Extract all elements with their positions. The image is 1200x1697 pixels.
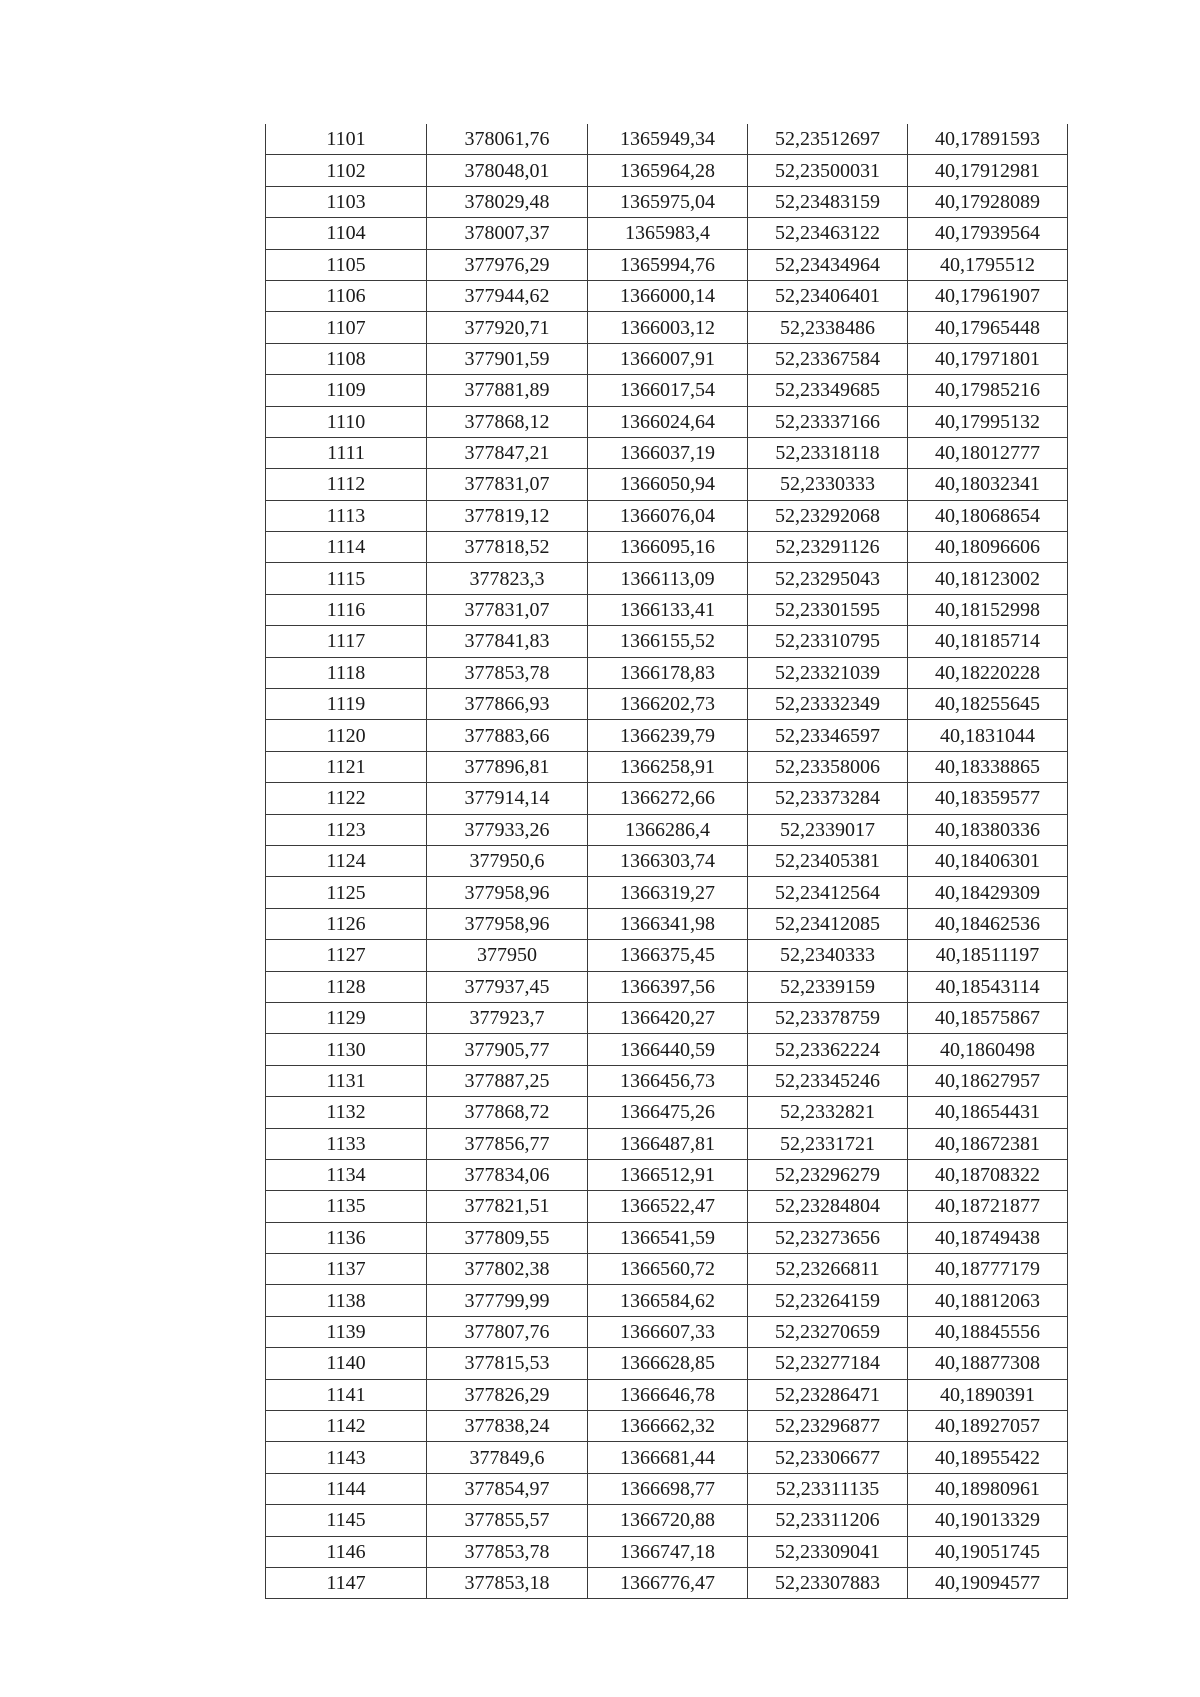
table-row	[266, 406, 1068, 437]
coordinates-table	[265, 124, 1068, 1599]
table-row	[266, 877, 1068, 908]
latitude-cell: 52,23284804	[748, 1191, 908, 1222]
table-row	[266, 1348, 1068, 1379]
table-row	[266, 1536, 1068, 1567]
table-row	[266, 940, 1068, 971]
table-row	[266, 375, 1068, 406]
x-coordinate-cell: 377815,53	[427, 1348, 588, 1379]
table-row	[266, 814, 1068, 845]
point-number-cell: 1140	[266, 1348, 427, 1379]
longitude-cell: 40,18255645	[908, 689, 1068, 720]
table-row	[266, 343, 1068, 374]
y-coordinate-cell: 1366456,73	[588, 1065, 748, 1096]
x-coordinate-cell: 377914,14	[427, 783, 588, 814]
latitude-cell: 52,23373284	[748, 783, 908, 814]
longitude-cell: 40,17891593	[908, 124, 1068, 155]
point-number-cell: 1116	[266, 594, 427, 625]
y-coordinate-cell: 1366076,04	[588, 500, 748, 531]
y-coordinate-cell: 1366541,59	[588, 1222, 748, 1253]
latitude-cell: 52,23378759	[748, 1002, 908, 1033]
latitude-cell: 52,23346597	[748, 720, 908, 751]
table-row	[266, 563, 1068, 594]
y-coordinate-cell: 1366720,88	[588, 1505, 748, 1536]
longitude-cell: 40,18777179	[908, 1254, 1068, 1285]
latitude-cell: 52,23412564	[748, 877, 908, 908]
longitude-cell: 40,1890391	[908, 1379, 1068, 1410]
y-coordinate-cell: 1366662,32	[588, 1411, 748, 1442]
y-coordinate-cell: 1366698,77	[588, 1473, 748, 1504]
longitude-cell: 40,17912981	[908, 155, 1068, 186]
longitude-cell: 40,18812063	[908, 1285, 1068, 1316]
point-number-cell: 1126	[266, 908, 427, 939]
longitude-cell: 40,18152998	[908, 594, 1068, 625]
point-number-cell: 1102	[266, 155, 427, 186]
table-row	[266, 532, 1068, 563]
x-coordinate-cell: 377950	[427, 940, 588, 971]
table-row	[266, 1567, 1068, 1598]
longitude-cell: 40,18338865	[908, 751, 1068, 782]
latitude-cell: 52,23277184	[748, 1348, 908, 1379]
y-coordinate-cell: 1366681,44	[588, 1442, 748, 1473]
x-coordinate-cell: 377950,6	[427, 845, 588, 876]
latitude-cell: 52,23307883	[748, 1567, 908, 1598]
point-number-cell: 1119	[266, 689, 427, 720]
latitude-cell: 52,23266811	[748, 1254, 908, 1285]
x-coordinate-cell: 377958,96	[427, 908, 588, 939]
x-coordinate-cell: 377799,99	[427, 1285, 588, 1316]
latitude-cell: 52,23337166	[748, 406, 908, 437]
table-row	[266, 312, 1068, 343]
x-coordinate-cell: 377853,78	[427, 1536, 588, 1567]
table-row	[266, 689, 1068, 720]
x-coordinate-cell: 377958,96	[427, 877, 588, 908]
x-coordinate-cell: 378007,37	[427, 218, 588, 249]
latitude-cell: 52,23270659	[748, 1316, 908, 1347]
point-number-cell: 1133	[266, 1128, 427, 1159]
table-row	[266, 1034, 1068, 1065]
x-coordinate-cell: 377819,12	[427, 500, 588, 531]
latitude-cell: 52,23291126	[748, 532, 908, 563]
latitude-cell: 52,23273656	[748, 1222, 908, 1253]
longitude-cell: 40,18543114	[908, 971, 1068, 1002]
latitude-cell: 52,23286471	[748, 1379, 908, 1410]
longitude-cell: 40,18927057	[908, 1411, 1068, 1442]
point-number-cell: 1107	[266, 312, 427, 343]
table-row	[266, 1159, 1068, 1190]
point-number-cell: 1101	[266, 124, 427, 155]
point-number-cell: 1122	[266, 783, 427, 814]
table-row	[266, 751, 1068, 782]
point-number-cell: 1104	[266, 218, 427, 249]
table-row	[266, 971, 1068, 1002]
longitude-cell: 40,18462536	[908, 908, 1068, 939]
table-row	[266, 1254, 1068, 1285]
longitude-cell: 40,17995132	[908, 406, 1068, 437]
table-row	[266, 469, 1068, 500]
point-number-cell: 1114	[266, 532, 427, 563]
point-number-cell: 1141	[266, 1379, 427, 1410]
y-coordinate-cell: 1366007,91	[588, 343, 748, 374]
point-number-cell: 1130	[266, 1034, 427, 1065]
latitude-cell: 52,23345246	[748, 1065, 908, 1096]
point-number-cell: 1143	[266, 1442, 427, 1473]
table-row	[266, 249, 1068, 280]
point-number-cell: 1137	[266, 1254, 427, 1285]
y-coordinate-cell: 1366512,91	[588, 1159, 748, 1190]
latitude-cell: 52,23292068	[748, 500, 908, 531]
longitude-cell: 40,17939564	[908, 218, 1068, 249]
x-coordinate-cell: 377933,26	[427, 814, 588, 845]
longitude-cell: 40,18068654	[908, 500, 1068, 531]
x-coordinate-cell: 377881,89	[427, 375, 588, 406]
point-number-cell: 1134	[266, 1159, 427, 1190]
longitude-cell: 40,18672381	[908, 1128, 1068, 1159]
latitude-cell: 52,23406401	[748, 280, 908, 311]
longitude-cell: 40,18380336	[908, 814, 1068, 845]
table-row	[266, 1411, 1068, 1442]
y-coordinate-cell: 1366095,16	[588, 532, 748, 563]
table-row	[266, 1222, 1068, 1253]
y-coordinate-cell: 1366202,73	[588, 689, 748, 720]
y-coordinate-cell: 1366475,26	[588, 1097, 748, 1128]
x-coordinate-cell: 377853,18	[427, 1567, 588, 1598]
table-row	[266, 783, 1068, 814]
y-coordinate-cell: 1366776,47	[588, 1567, 748, 1598]
x-coordinate-cell: 377901,59	[427, 343, 588, 374]
coordinates-table-body	[266, 124, 1068, 1599]
table-row	[266, 218, 1068, 249]
y-coordinate-cell: 1366584,62	[588, 1285, 748, 1316]
table-row	[266, 186, 1068, 217]
longitude-cell: 40,18220228	[908, 657, 1068, 688]
x-coordinate-cell: 377976,29	[427, 249, 588, 280]
y-coordinate-cell: 1366341,98	[588, 908, 748, 939]
point-number-cell: 1120	[266, 720, 427, 751]
longitude-cell: 40,19051745	[908, 1536, 1068, 1567]
latitude-cell: 52,23405381	[748, 845, 908, 876]
latitude-cell: 52,23311135	[748, 1473, 908, 1504]
latitude-cell: 52,23500031	[748, 155, 908, 186]
x-coordinate-cell: 377823,3	[427, 563, 588, 594]
y-coordinate-cell: 1366628,85	[588, 1348, 748, 1379]
longitude-cell: 40,18877308	[908, 1348, 1068, 1379]
table-row	[266, 626, 1068, 657]
latitude-cell: 52,23296279	[748, 1159, 908, 1190]
longitude-cell: 40,18359577	[908, 783, 1068, 814]
latitude-cell: 52,23310795	[748, 626, 908, 657]
y-coordinate-cell: 1366003,12	[588, 312, 748, 343]
latitude-cell: 52,23311206	[748, 1505, 908, 1536]
latitude-cell: 52,2339159	[748, 971, 908, 1002]
y-coordinate-cell: 1366024,64	[588, 406, 748, 437]
y-coordinate-cell: 1366397,56	[588, 971, 748, 1002]
longitude-cell: 40,1860498	[908, 1034, 1068, 1065]
point-number-cell: 1139	[266, 1316, 427, 1347]
latitude-cell: 52,23367584	[748, 343, 908, 374]
point-number-cell: 1136	[266, 1222, 427, 1253]
x-coordinate-cell: 377847,21	[427, 437, 588, 468]
latitude-cell: 52,23321039	[748, 657, 908, 688]
longitude-cell: 40,17961907	[908, 280, 1068, 311]
x-coordinate-cell: 377809,55	[427, 1222, 588, 1253]
longitude-cell: 40,18032341	[908, 469, 1068, 500]
longitude-cell: 40,18123002	[908, 563, 1068, 594]
point-number-cell: 1121	[266, 751, 427, 782]
point-number-cell: 1128	[266, 971, 427, 1002]
longitude-cell: 40,18721877	[908, 1191, 1068, 1222]
table-row	[266, 1002, 1068, 1033]
y-coordinate-cell: 1366560,72	[588, 1254, 748, 1285]
y-coordinate-cell: 1366420,27	[588, 1002, 748, 1033]
point-number-cell: 1105	[266, 249, 427, 280]
latitude-cell: 52,23264159	[748, 1285, 908, 1316]
point-number-cell: 1125	[266, 877, 427, 908]
longitude-cell: 40,17928089	[908, 186, 1068, 217]
point-number-cell: 1113	[266, 500, 427, 531]
table-row	[266, 1065, 1068, 1096]
longitude-cell: 40,18654431	[908, 1097, 1068, 1128]
x-coordinate-cell: 377853,78	[427, 657, 588, 688]
y-coordinate-cell: 1366239,79	[588, 720, 748, 751]
longitude-cell: 40,18627957	[908, 1065, 1068, 1096]
longitude-cell: 40,18845556	[908, 1316, 1068, 1347]
x-coordinate-cell: 377923,7	[427, 1002, 588, 1033]
point-number-cell: 1131	[266, 1065, 427, 1096]
point-number-cell: 1132	[266, 1097, 427, 1128]
x-coordinate-cell: 377944,62	[427, 280, 588, 311]
y-coordinate-cell: 1366037,19	[588, 437, 748, 468]
table-row	[266, 500, 1068, 531]
x-coordinate-cell: 377866,93	[427, 689, 588, 720]
longitude-cell: 40,17965448	[908, 312, 1068, 343]
latitude-cell: 52,23296877	[748, 1411, 908, 1442]
x-coordinate-cell: 377854,97	[427, 1473, 588, 1504]
y-coordinate-cell: 1366272,66	[588, 783, 748, 814]
point-number-cell: 1109	[266, 375, 427, 406]
longitude-cell: 40,18406301	[908, 845, 1068, 876]
x-coordinate-cell: 377841,83	[427, 626, 588, 657]
point-number-cell: 1127	[266, 940, 427, 971]
latitude-cell: 52,23295043	[748, 563, 908, 594]
latitude-cell: 52,23318118	[748, 437, 908, 468]
longitude-cell: 40,19094577	[908, 1567, 1068, 1598]
latitude-cell: 52,2339017	[748, 814, 908, 845]
x-coordinate-cell: 377937,45	[427, 971, 588, 1002]
point-number-cell: 1115	[266, 563, 427, 594]
longitude-cell: 40,18749438	[908, 1222, 1068, 1253]
y-coordinate-cell: 1366303,74	[588, 845, 748, 876]
latitude-cell: 52,2332821	[748, 1097, 908, 1128]
x-coordinate-cell: 377905,77	[427, 1034, 588, 1065]
point-number-cell: 1117	[266, 626, 427, 657]
latitude-cell: 52,2340333	[748, 940, 908, 971]
table-row	[266, 124, 1068, 155]
latitude-cell: 52,2330333	[748, 469, 908, 500]
table-row	[266, 1442, 1068, 1473]
x-coordinate-cell: 377802,38	[427, 1254, 588, 1285]
y-coordinate-cell: 1366133,41	[588, 594, 748, 625]
latitude-cell: 52,23309041	[748, 1536, 908, 1567]
longitude-cell: 40,17971801	[908, 343, 1068, 374]
point-number-cell: 1106	[266, 280, 427, 311]
longitude-cell: 40,18980961	[908, 1473, 1068, 1504]
latitude-cell: 52,23362224	[748, 1034, 908, 1065]
point-number-cell: 1147	[266, 1567, 427, 1598]
y-coordinate-cell: 1366286,4	[588, 814, 748, 845]
point-number-cell: 1138	[266, 1285, 427, 1316]
longitude-cell: 40,18575867	[908, 1002, 1068, 1033]
table-row	[266, 1379, 1068, 1410]
y-coordinate-cell: 1366646,78	[588, 1379, 748, 1410]
x-coordinate-cell: 377883,66	[427, 720, 588, 751]
longitude-cell: 40,18708322	[908, 1159, 1068, 1190]
table-row	[266, 280, 1068, 311]
y-coordinate-cell: 1366440,59	[588, 1034, 748, 1065]
point-number-cell: 1124	[266, 845, 427, 876]
latitude-cell: 52,2331721	[748, 1128, 908, 1159]
longitude-cell: 40,18012777	[908, 437, 1068, 468]
y-coordinate-cell: 1366000,14	[588, 280, 748, 311]
latitude-cell: 52,23434964	[748, 249, 908, 280]
x-coordinate-cell: 377818,52	[427, 532, 588, 563]
y-coordinate-cell: 1366178,83	[588, 657, 748, 688]
table-row	[266, 1097, 1068, 1128]
point-number-cell: 1108	[266, 343, 427, 374]
latitude-cell: 52,23349685	[748, 375, 908, 406]
point-number-cell: 1129	[266, 1002, 427, 1033]
y-coordinate-cell: 1366050,94	[588, 469, 748, 500]
y-coordinate-cell: 1366319,27	[588, 877, 748, 908]
point-number-cell: 1111	[266, 437, 427, 468]
y-coordinate-cell: 1366607,33	[588, 1316, 748, 1347]
table-row	[266, 1128, 1068, 1159]
point-number-cell: 1135	[266, 1191, 427, 1222]
latitude-cell: 52,23512697	[748, 124, 908, 155]
y-coordinate-cell: 1366258,91	[588, 751, 748, 782]
table-row	[266, 908, 1068, 939]
y-coordinate-cell: 1365975,04	[588, 186, 748, 217]
y-coordinate-cell: 1366522,47	[588, 1191, 748, 1222]
point-number-cell: 1123	[266, 814, 427, 845]
x-coordinate-cell: 377807,76	[427, 1316, 588, 1347]
y-coordinate-cell: 1365983,4	[588, 218, 748, 249]
table-row	[266, 1191, 1068, 1222]
x-coordinate-cell: 377856,77	[427, 1128, 588, 1159]
point-number-cell: 1103	[266, 186, 427, 217]
point-number-cell: 1144	[266, 1473, 427, 1504]
latitude-cell: 52,2338486	[748, 312, 908, 343]
x-coordinate-cell: 377849,6	[427, 1442, 588, 1473]
y-coordinate-cell: 1365949,34	[588, 124, 748, 155]
table-row	[266, 1473, 1068, 1504]
x-coordinate-cell: 377896,81	[427, 751, 588, 782]
table-row	[266, 1316, 1068, 1347]
longitude-cell: 40,18511197	[908, 940, 1068, 971]
longitude-cell: 40,1831044	[908, 720, 1068, 751]
x-coordinate-cell: 377920,71	[427, 312, 588, 343]
point-number-cell: 1110	[266, 406, 427, 437]
table-row	[266, 1285, 1068, 1316]
point-number-cell: 1145	[266, 1505, 427, 1536]
table-row	[266, 720, 1068, 751]
table-row	[266, 845, 1068, 876]
longitude-cell: 40,18185714	[908, 626, 1068, 657]
y-coordinate-cell: 1366017,54	[588, 375, 748, 406]
longitude-cell: 40,1795512	[908, 249, 1068, 280]
x-coordinate-cell: 377868,12	[427, 406, 588, 437]
x-coordinate-cell: 377831,07	[427, 594, 588, 625]
point-number-cell: 1146	[266, 1536, 427, 1567]
x-coordinate-cell: 377887,25	[427, 1065, 588, 1096]
x-coordinate-cell: 377834,06	[427, 1159, 588, 1190]
table-row	[266, 594, 1068, 625]
latitude-cell: 52,23358006	[748, 751, 908, 782]
x-coordinate-cell: 377868,72	[427, 1097, 588, 1128]
latitude-cell: 52,23301595	[748, 594, 908, 625]
latitude-cell: 52,23306677	[748, 1442, 908, 1473]
y-coordinate-cell: 1365964,28	[588, 155, 748, 186]
x-coordinate-cell: 377821,51	[427, 1191, 588, 1222]
x-coordinate-cell: 378048,01	[427, 155, 588, 186]
x-coordinate-cell: 377826,29	[427, 1379, 588, 1410]
longitude-cell: 40,18096606	[908, 532, 1068, 563]
latitude-cell: 52,23483159	[748, 186, 908, 217]
point-number-cell: 1112	[266, 469, 427, 500]
point-number-cell: 1118	[266, 657, 427, 688]
longitude-cell: 40,18429309	[908, 877, 1068, 908]
x-coordinate-cell: 377831,07	[427, 469, 588, 500]
longitude-cell: 40,17985216	[908, 375, 1068, 406]
table-row	[266, 437, 1068, 468]
y-coordinate-cell: 1366747,18	[588, 1536, 748, 1567]
x-coordinate-cell: 378061,76	[427, 124, 588, 155]
y-coordinate-cell: 1366155,52	[588, 626, 748, 657]
y-coordinate-cell: 1366375,45	[588, 940, 748, 971]
x-coordinate-cell: 378029,48	[427, 186, 588, 217]
x-coordinate-cell: 377855,57	[427, 1505, 588, 1536]
y-coordinate-cell: 1366113,09	[588, 563, 748, 594]
y-coordinate-cell: 1366487,81	[588, 1128, 748, 1159]
longitude-cell: 40,19013329	[908, 1505, 1068, 1536]
latitude-cell: 52,23463122	[748, 218, 908, 249]
point-number-cell: 1142	[266, 1411, 427, 1442]
table-row	[266, 155, 1068, 186]
x-coordinate-cell: 377838,24	[427, 1411, 588, 1442]
latitude-cell: 52,23412085	[748, 908, 908, 939]
table-row	[266, 657, 1068, 688]
y-coordinate-cell: 1365994,76	[588, 249, 748, 280]
latitude-cell: 52,23332349	[748, 689, 908, 720]
longitude-cell: 40,18955422	[908, 1442, 1068, 1473]
table-row	[266, 1505, 1068, 1536]
